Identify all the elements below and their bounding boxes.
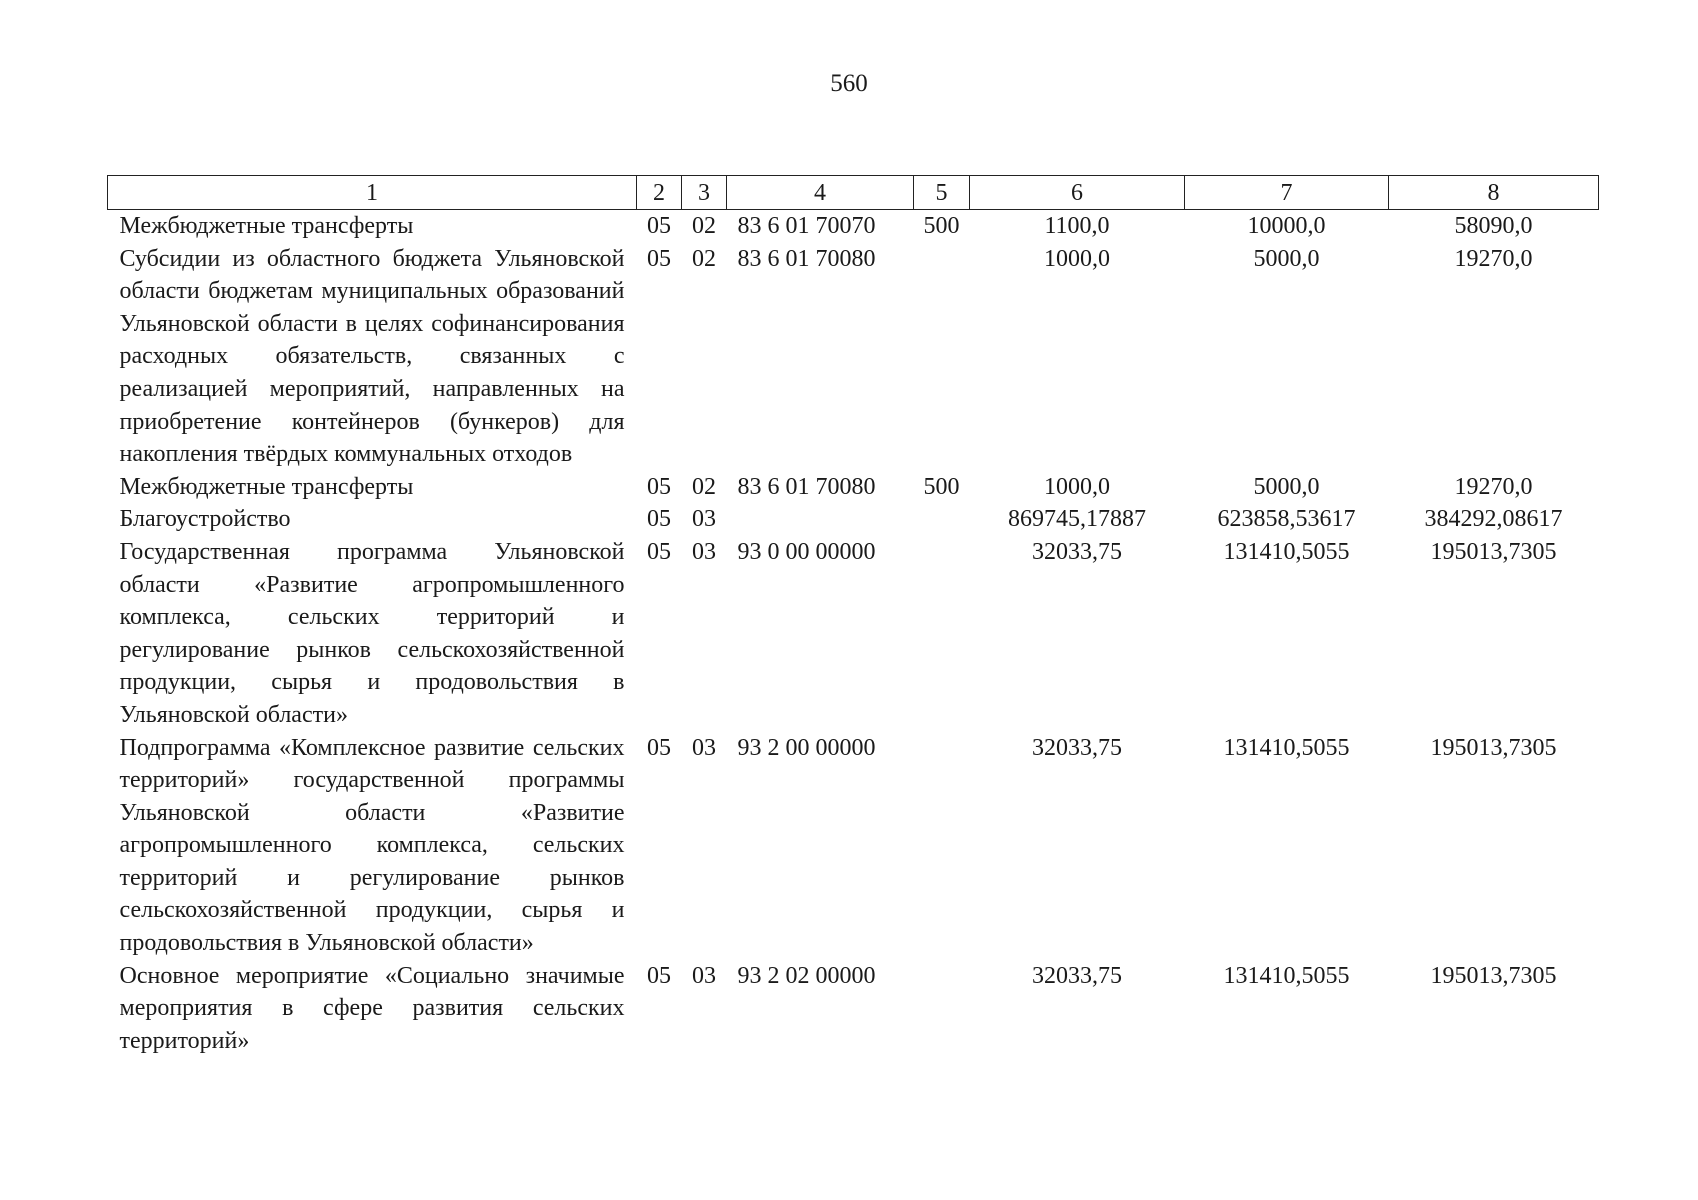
row-expense-type <box>914 536 970 732</box>
row-amount-col8: 19270,0 <box>1454 473 1533 500</box>
row-section: 05 <box>647 245 671 272</box>
column-header: 3 <box>682 176 727 210</box>
row-subsection: 03 <box>692 506 716 533</box>
row-target-code: 83 6 01 70070 <box>737 213 876 239</box>
row-section: 05 <box>647 734 671 761</box>
column-header: 2 <box>637 176 682 210</box>
row-amount-col6: 1100,0 <box>1044 213 1110 239</box>
row-target-code <box>727 503 914 536</box>
row-amount-col8: 195013,7305 <box>1430 734 1557 761</box>
row-amount-col6: 32033,75 <box>1032 734 1122 761</box>
row-amount-col8: 58090,0 <box>1454 213 1533 239</box>
row-section: 05 <box>647 473 671 500</box>
row-amount-col7: 131410,5055 <box>1223 538 1350 565</box>
row-amount-col8: 384292,08617 <box>1424 506 1563 533</box>
row-subsection: 03 <box>692 538 716 565</box>
row-name: Благоустройство <box>119 506 291 533</box>
column-header: 4 <box>727 176 914 210</box>
row-expense-type <box>914 503 970 536</box>
row-amount-col8: 195013,7305 <box>1430 538 1557 565</box>
row-name: Межбюджетные трансферты <box>119 213 414 239</box>
row-section: 05 <box>647 506 671 533</box>
column-header: 1 <box>108 176 637 210</box>
row-subsection: 03 <box>692 734 716 761</box>
row-name: Государственная программа Ульяновской области «Развитие агропромышленного комплекса, сельских территорий и регулирование рынков сельскохозяйственной продукции, сырья и продовольствия в Ульяновской области» <box>119 538 625 728</box>
row-amount-col6: 1000,0 <box>1044 473 1110 500</box>
row-amount-col6: 869745,17887 <box>1008 506 1146 533</box>
row-target-code: 93 2 00 00000 <box>737 734 876 761</box>
column-header: 7 <box>1185 176 1389 210</box>
row-subsection: 02 <box>692 213 716 239</box>
row-name: Подпрограмма «Комплексное развитие сельских территорий» государственной программы Ульяновской области «Развитие агропромышленного комплекса, сельских территорий и регулирование рынков сельскохозяйственной продукции, сырья и продовольствия в Ульяновской области» <box>119 734 625 957</box>
row-expense-type <box>914 243 970 471</box>
row-amount-col7: 623858,53617 <box>1217 506 1356 533</box>
row-name: Основное мероприятие «Социально значимые мероприятия в сфере развития сельских территорий» <box>119 962 625 1054</box>
table-row <box>108 210 1599 243</box>
row-expense-type <box>914 960 970 1058</box>
row-section: 05 <box>647 538 671 565</box>
row-name: Субсидии из областного бюджета Ульяновской области бюджетам муниципальных образований Ульяновской области в целях софинансирования расходных обязательств, связанных с реализацией мероприятий, направленных на приобретение контейнеров (бункеров) для накопления твёрдых коммунальных отходов <box>119 245 625 468</box>
row-section: 05 <box>647 213 671 239</box>
row-amount-col7: 5000,0 <box>1253 473 1320 500</box>
row-amount-col6: 1000,0 <box>1044 245 1110 272</box>
row-target-code: 83 6 01 70080 <box>737 245 876 272</box>
page-number: 560 <box>830 70 868 97</box>
column-header: 6 <box>970 176 1185 210</box>
table-row <box>108 471 1599 504</box>
budget-table <box>107 175 1599 1057</box>
row-amount-col8: 195013,7305 <box>1430 962 1557 989</box>
row-amount-col7: 10000,0 <box>1247 213 1326 239</box>
table-row <box>108 732 1599 960</box>
table-row <box>108 960 1599 1058</box>
table-row <box>108 536 1599 732</box>
row-amount-col7: 5000,0 <box>1253 245 1320 272</box>
table-header-row <box>108 176 1599 210</box>
row-name: Межбюджетные трансферты <box>119 473 414 500</box>
row-amount-col6: 32033,75 <box>1032 962 1122 989</box>
row-target-code: 93 2 02 00000 <box>737 962 876 989</box>
row-section: 05 <box>647 962 671 989</box>
column-header: 8 <box>1389 176 1599 210</box>
table-row <box>108 503 1599 536</box>
row-expense-type: 500 <box>923 213 960 239</box>
row-target-code: 93 0 00 00000 <box>737 538 876 565</box>
row-subsection: 02 <box>692 473 716 500</box>
table-row <box>108 243 1599 471</box>
row-target-code: 83 6 01 70080 <box>737 473 876 500</box>
row-subsection: 03 <box>692 962 716 989</box>
row-amount-col7: 131410,5055 <box>1223 962 1350 989</box>
row-subsection: 02 <box>692 245 716 272</box>
row-expense-type: 500 <box>923 473 960 500</box>
row-amount-col6: 32033,75 <box>1032 538 1122 565</box>
row-expense-type <box>914 732 970 960</box>
row-amount-col7: 131410,5055 <box>1223 734 1350 761</box>
column-header: 5 <box>914 176 970 210</box>
row-amount-col8: 19270,0 <box>1454 245 1533 272</box>
